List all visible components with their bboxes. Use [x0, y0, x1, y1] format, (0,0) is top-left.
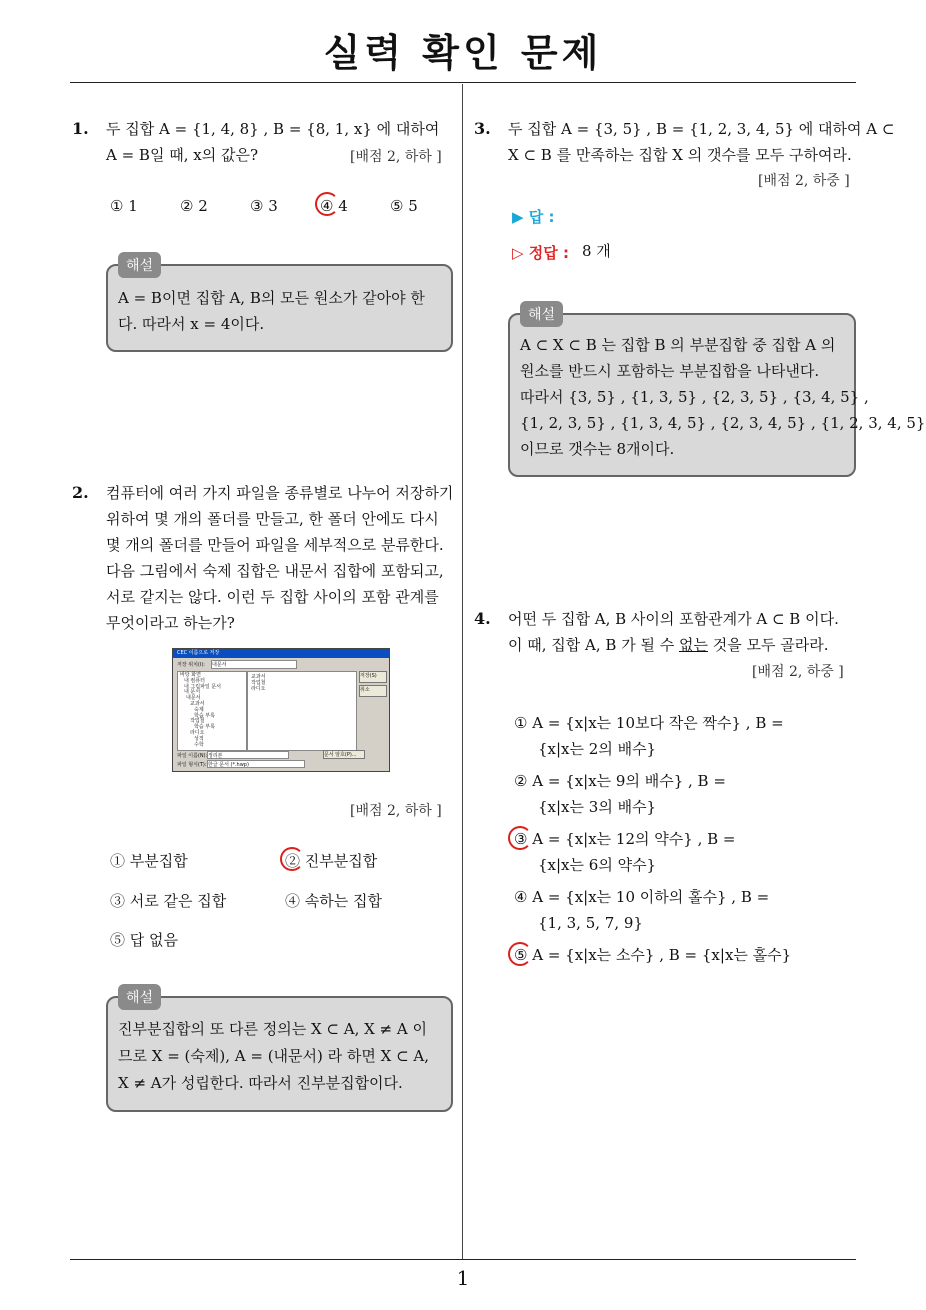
- q1-line1: 두 집합 A = {1, 4, 8} , B = {8, 1, x} 에 대하여: [106, 120, 440, 138]
- q4-option-5-line1: ⑤ A = {x|x는 소수} , B = {x|x는 홀수}: [514, 946, 792, 964]
- file-item: 라디오: [251, 686, 266, 692]
- q1-solution-line2: 다. 따라서 x = 4이다.: [118, 315, 265, 333]
- dialog-save-button: 저장(S): [359, 671, 387, 683]
- q4-answer-circle-mark-3: [508, 826, 532, 850]
- q4-line2-end: 것을 모두 골라라.: [707, 636, 829, 654]
- tree-item: 내 문서: [184, 689, 201, 696]
- q4-option-3-line2: {x|x는 6의 약수}: [538, 856, 657, 874]
- q1-answer-circle-mark: [315, 192, 339, 216]
- file-item: 작업철: [251, 680, 266, 686]
- tree-item: 내 컴퓨터: [184, 677, 205, 684]
- q1-solution-tag: 해설: [118, 252, 161, 278]
- q2-solution-line2: 므로 X = (숙제), A = (내문서) 라 하면 X ⊂ A,: [118, 1047, 430, 1065]
- q4-option-1[interactable]: [514, 710, 784, 762]
- q4-option-3[interactable]: [514, 826, 735, 878]
- q3-solution-line5: 이므로 갯수는 8개이다.: [520, 440, 675, 458]
- q2-option-4[interactable]: ④ 속하는 집합: [285, 892, 382, 910]
- q2-score: [배점 2, 하하 ]: [350, 803, 442, 819]
- q3-number: 3.: [474, 119, 491, 138]
- tree-item: 교과서: [190, 700, 205, 707]
- q2-number: 2.: [72, 483, 89, 502]
- q3-answer-label: ▶ 답 :: [512, 208, 555, 226]
- q2-line5: 서로 같지는 않다. 이런 두 집합 사이의 포함 관계를: [106, 588, 439, 606]
- dialog-title: CEC 이름으로 저장: [173, 649, 389, 658]
- dialog-location-value: 내문서: [212, 662, 227, 668]
- q3-correct-value: 8 개: [582, 242, 611, 260]
- dialog-cancel-button: 취소: [359, 685, 387, 697]
- tree-item: 숙제: [194, 706, 204, 713]
- q1-option-5[interactable]: ⑤ 5: [390, 197, 418, 215]
- tree-item: 학습 부록: [194, 724, 215, 731]
- q2-solution-tag: 해설: [118, 984, 161, 1010]
- q3-correct-label: ▷ 정답 :: [512, 244, 569, 262]
- q3-line2: X ⊂ B 를 만족하는 집합 X 의 갯수를 모두 구하여라.: [508, 146, 852, 164]
- tree-item: 성적: [194, 735, 204, 742]
- tree-item: 작업철: [190, 718, 205, 725]
- q4-number: 4.: [474, 609, 491, 628]
- q4-line2: [508, 632, 828, 658]
- q4-line2-underlined: 없는: [678, 636, 708, 654]
- q3-score: [배점 2, 하중 ]: [758, 173, 850, 189]
- q3-line1: 두 집합 A = {3, 5} , B = {1, 2, 3, 4, 5} 에 대하여 A ⊂: [508, 120, 895, 138]
- q2-option-3[interactable]: ③ 서로 같은 집합: [110, 892, 227, 910]
- q3-solution-line3: 따라서 {3, 5} , {1, 3, 5} , {2, 3, 5} , {3, 4, 5} ,: [520, 388, 869, 406]
- q4-line1: 어떤 두 집합 A, B 사이의 포함관계가 A ⊂ B 이다.: [508, 610, 839, 628]
- q3-solution-line4: {1, 2, 3, 5} , {1, 3, 4, 5} , {2, 3, 4, 5} , {1, 2, 3, 4, 5}: [520, 414, 926, 432]
- footer-divider: [70, 1259, 856, 1260]
- q2-line1: 컴퓨터에 여러 가지 파일을 종류별로 나누어 저장하기: [106, 484, 454, 502]
- q4-option-4-line1: ④ A = {x|x는 10 이하의 홀수} , B =: [514, 888, 770, 906]
- dialog-tree-pane: [177, 671, 247, 751]
- tree-item: 학습 부록: [194, 712, 215, 719]
- q1-option-4[interactable]: ④ 4: [320, 197, 348, 215]
- q2-option-5[interactable]: ⑤ 답 없음: [110, 931, 179, 949]
- page-title: 실력 확인 문제: [323, 31, 603, 75]
- save-dialog-image: [172, 648, 390, 772]
- q2-line4: 다음 그림에서 숙제 집합은 내문서 집합에 포함되고,: [106, 562, 444, 580]
- q2-answer-circle-mark: [280, 847, 304, 871]
- q2-line2: 위하여 몇 개의 폴더를 만들고, 한 폴더 안에도 다시: [106, 510, 439, 528]
- q3-solution-tag: 해설: [520, 301, 563, 327]
- q3-solution-line1: A ⊂ X ⊂ B 는 집합 B 의 부분집합 중 집합 A 의: [520, 336, 836, 354]
- dialog-location-select: [211, 660, 297, 669]
- q4-option-3-line1: ③ A = {x|x는 12의 약수} , B =: [514, 830, 736, 848]
- dialog-filename-field: 정리본: [207, 751, 289, 759]
- dialog-option-button: 문서 암호(P)...: [323, 750, 365, 759]
- tree-item: 수학: [194, 741, 204, 748]
- tree-item: 내 그림파일 문서: [184, 683, 221, 690]
- q4-option-4[interactable]: [514, 884, 769, 936]
- q1-option-3[interactable]: ③ 3: [250, 197, 278, 215]
- q4-option-2-line1: ② A = {x|x는 9의 배수} , B =: [514, 772, 726, 790]
- q4-answer-circle-mark-5: [508, 942, 532, 966]
- q1-option-1[interactable]: ① 1: [110, 197, 138, 215]
- dialog-file-pane: [247, 671, 357, 751]
- q1-score: [배점 2, 하하 ]: [350, 149, 442, 165]
- q4-option-2[interactable]: [514, 768, 726, 820]
- q4-option-5[interactable]: [514, 942, 791, 968]
- title-divider: [70, 82, 856, 83]
- q2-option-2[interactable]: ② 진부분집합: [285, 852, 378, 870]
- q2-option-1[interactable]: ① 부분집합: [110, 852, 188, 870]
- dialog-filetype-field: 한글 문서 (*.hwp): [207, 760, 305, 768]
- tree-item: 내문서: [186, 695, 201, 702]
- q1-number: 1.: [72, 119, 89, 138]
- q4-line2-start: 이 때, 집합 A, B 가 될 수: [508, 636, 679, 654]
- q2-solution-line1: 진부분집합의 또 다른 정의는 X ⊂ A, X ≠ A 이: [118, 1020, 427, 1038]
- q2-solution-line3: X ≠ A가 성립한다. 따라서 진부분집합이다.: [118, 1074, 403, 1092]
- dialog-filename-label: 파일 이름(N):: [177, 753, 208, 759]
- file-item: 교과서: [251, 674, 266, 680]
- q4-option-2-line2: {x|x는 3의 배수}: [538, 798, 657, 816]
- dialog-filetype-label: 파일 형식(T):: [177, 762, 207, 768]
- column-divider: [462, 84, 463, 1259]
- q3-solution-line2: 원소를 반드시 포함하는 부분집합을 나타낸다.: [520, 362, 820, 380]
- q1-solution-line1: A = B이면 집합 A, B의 모든 원소가 같아야 한: [118, 289, 425, 307]
- page-number: 1: [456, 1266, 470, 1290]
- q4-option-4-line2: {1, 3, 5, 7, 9}: [538, 914, 643, 932]
- q4-score: [배점 2, 하중 ]: [752, 664, 844, 680]
- dialog-location-label: 저장 위치(I):: [177, 662, 205, 668]
- q2-line3: 몇 개의 폴더를 만들어 파일을 세부적으로 분류한다.: [106, 536, 444, 554]
- q2-line6: 무엇이라고 하는가?: [106, 614, 235, 632]
- q1-line2: A = B일 때, x의 값은?: [106, 146, 258, 164]
- tree-item: 라디오: [190, 729, 205, 736]
- tree-item: 바탕 화면: [180, 672, 201, 678]
- q4-option-1-line2: {x|x는 2의 배수}: [538, 740, 657, 758]
- q4-option-1-line1: ① A = {x|x는 10보다 작은 짝수} , B =: [514, 714, 784, 732]
- q1-option-2[interactable]: ② 2: [180, 197, 208, 215]
